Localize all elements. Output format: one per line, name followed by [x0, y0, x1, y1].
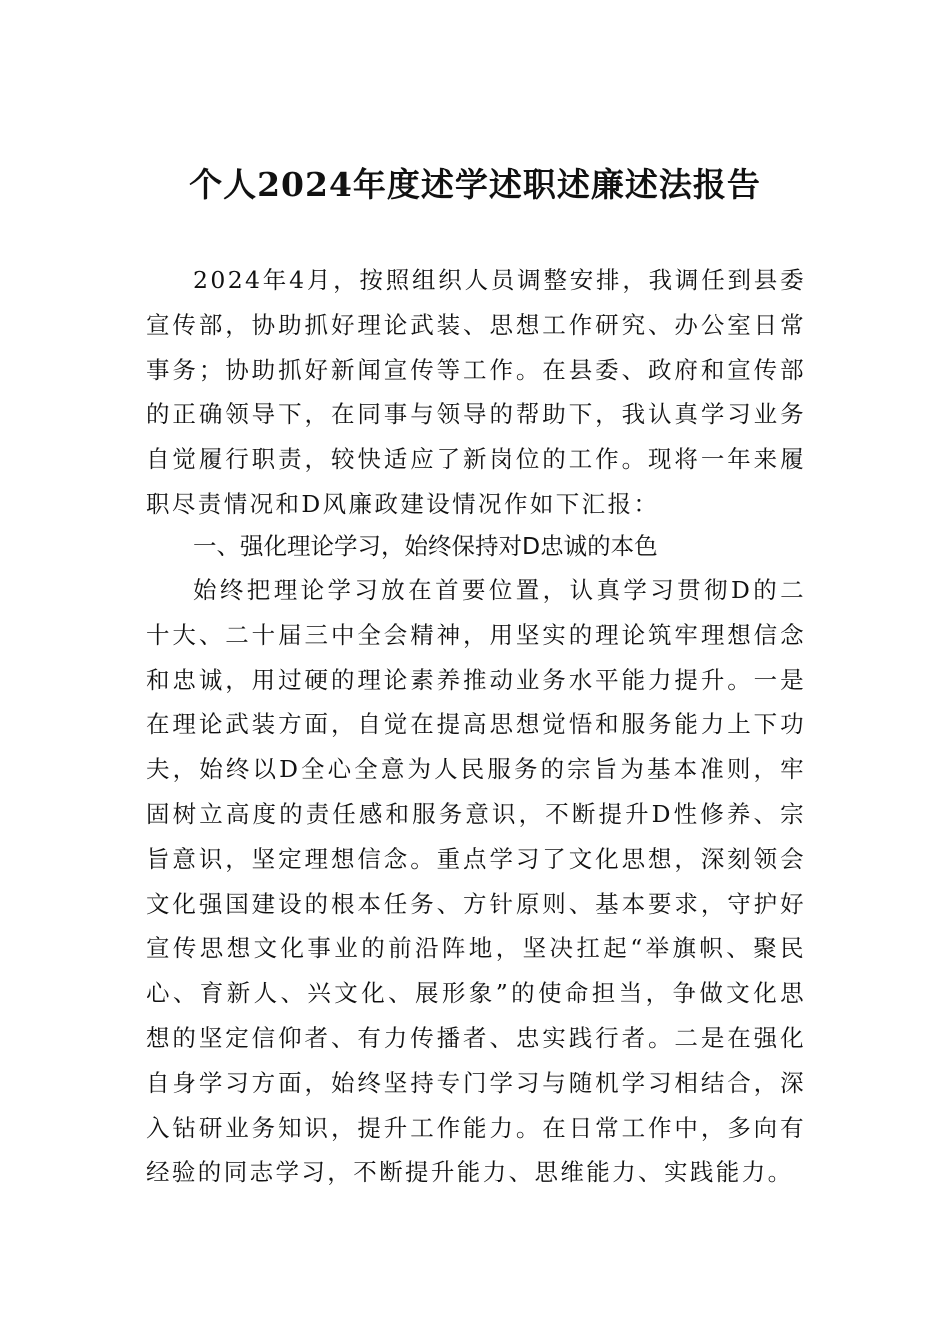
section-paragraph: 始终把理论学习放在首要位置，认真学习贯彻D的二十大、二十届三中全会精神，用坚实的理论筑牢理想信念和忠诚，用过硬的理论素养推动业务水平能力提升。一是在理论武装方面，自觉在提高思想觉悟和服务能力上下功夫，始终以D全心全意为人民服务的宗旨为基本准则，牢固树立高度的责任感和服务意识，不断提升D性修养、宗旨意识，坚定理想信念。重点学习了文化思想，深刻领会文化强国建设的根本任务、方针原则、基本要求，守护好宣传思想文化事业的前沿阵地，坚决扛起“举旗帜、聚民心、育新人、兴文化、展形象”的使命担当，争做文化思想的坚定信仰者、有力传播者、忠实践行者。二是在强化自身学习方面，始终坚持专门学习与随机学习相结合，深入钻研业务知识，提升工作能力。在日常工作中，多向有经验的同志学习，不断提升能力、思维能力、实践能力。: [146, 576, 806, 1187]
intro-paragraph: 2024年4月，按照组织人员调整安排，我调任到县委宣传部，协助抓好理论武装、思想工作研究、办公室日常事务；协助抓好新闻宣传等工作。在县委、政府和宣传部的正确领导下，在同事与领导的帮助下，我认真学习业务自觉履行职责，较快适应了新岗位的工作。现将一年来履职尽责情况和D风廉政建设情况作如下汇报：: [146, 266, 806, 518]
document-title: 个人2024年度述学述职述廉述法报告: [189, 165, 761, 204]
section-heading: 一、强化理论学习，始终保持对D忠诚的本色: [193, 532, 658, 560]
